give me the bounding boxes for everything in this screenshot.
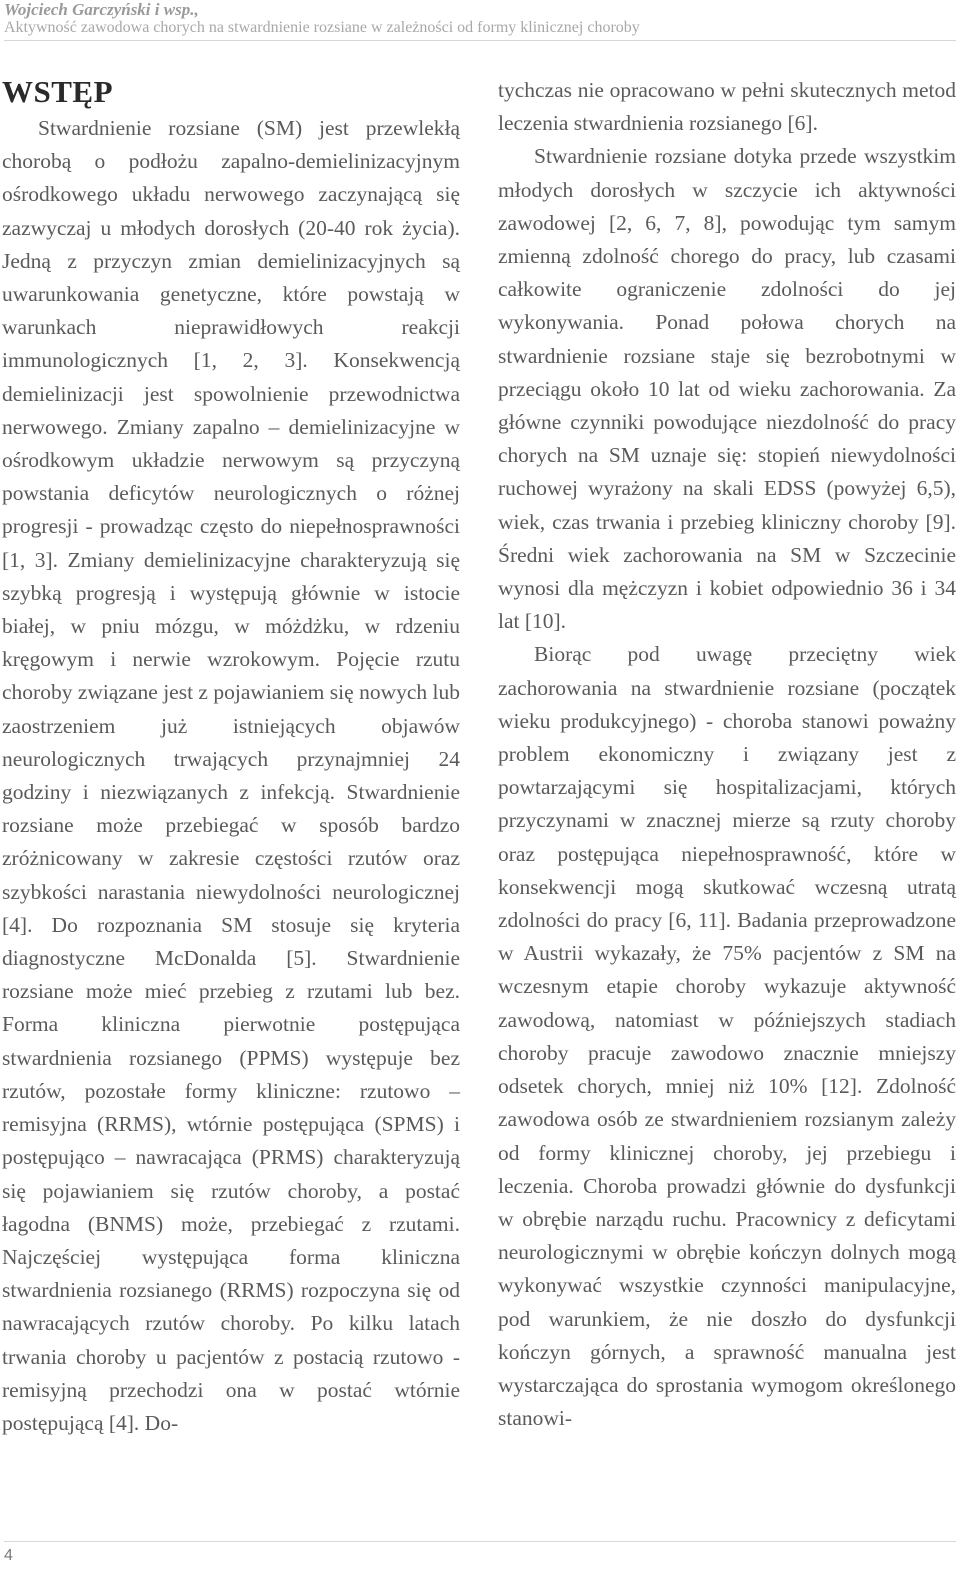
right-column — [498, 74, 956, 1435]
right-paragraph-3: Biorąc pod uwagę przeciętny wiek zachorowania na stwardnienie rozsiane (początek wieku produkcyjnego) - choroba stanowi poważny problem ekonomiczny i związany jest z powtarzającymi się hospitalizacjami, których przyczynami w znacznej mierze są rzuty choroby oraz postępująca niepełnosprawność, które w konsekwencji mogą skutkować wczesną utratą zdolności do pracy [6, 11]. Badania przeprowadzone w Austrii wykazały, że 75% pacjentów z SM na wczesnym etapie choroby wykazuje aktywność zawodową, natomiast w późniejszych stadiach choroby pracuje zawodowo znacznie mniejszy odsetek chorych, mniej niż 10% [12]. Zdolność zawodowa osób ze stwardnieniem rozsianym zależy od formy klinicznej choroby, jej przebiegu i leczenia. Choroba prowadzi głównie do dysfunkcji w obrębie narządu ruchu. Pracownicy z deficytami neurologicznymi w obrębie kończyn dolnych mogą wykonywać wszystkie czynności manipulacyjne, pod warunkiem, że nie doszło do dysfunkcji kończyn górnych, a sprawność manualna jest wystarczająca do sprostania wymogom określonego stanowi- — [498, 642, 956, 1431]
right-paragraph-1: tychczas nie opracowano w pełni skutecznych metod leczenia stwardnienia rozsianego [6]. — [498, 78, 956, 136]
footer-divider — [4, 1541, 956, 1542]
running-header — [4, 0, 956, 44]
header-divider — [4, 40, 956, 41]
page-number: 4 — [4, 1547, 13, 1564]
header-title: Aktywność zawodowa chorych na stwardnienie rozsiane w zależności od formy klinicznej choroby — [4, 19, 640, 36]
left-paragraph-1: Stwardnienie rozsiane (SM) jest przewlekłą chorobą o podłożu zapalno-demielinizacyjnym ośrodkowego układu nerwowego zaczynającą się zazwyczaj u młodych dorosłych (20-40 rok życia). Jedną z przyczyn zmian demielinizacyjnych są uwarunkowania genetyczne, które powstają w warunkach nieprawidłowych reakcji immunologicznych [1, 2, 3]. Konsekwencją demielinizacji jest spowolnienie przewodnictwa nerwowego. Zmiany zapalno – demielinizacyjne w ośrodkowym układzie nerwowym są przyczyną powstania deficytów neurologicznych o różnej progresji - prowadząc często do niepełnosprawności [1, 3]. Zmiany demielinizacyjne charakteryzują się szybką progresją i występują głównie w istocie białej, w pniu mózgu, w móżdżku, w rdzeniu kręgowym i nerwie wzrokowym. Pojęcie rzutu choroby związane jest z pojawianiem się nowych lub zaostrzeniem już istniejących objawów neurologicznych trwających przynajmniej 24 godziny i niezwiązanych z infekcją. Stwardnienie rozsiane może przebiegać w sposób bardzo zróżnicowany w zakresie częstości rzutów oraz szybkości narastania niewydolności neurologicznej [4]. Do rozpoznania SM stosuje się kryteria diagnostyczne McDonalda [5]. Stwardnienie rozsiane może mieć przebieg z rzutami lub bez. Forma kliniczna pierwotnie postępująca stwardnienia rozsianego (PPMS) występuje bez rzutów, pozostałe formy kliniczne: rzutowo – remisyjna (RRMS), wtórnie postępująca (SPMS) i postępująco – nawracająca (PRMS) charakteryzują się pojawianiem się rzutów choroby, a postać łagodna (BNMS) może, przebiegać z rzutami. Najczęściej występująca forma kliniczna stwardnienia rozsianego (RRMS) rozpoczyna się od nawracających rzutów choroby. Po kilku latach trwania choroby u pacjentów z postacią rzutowo - remisyjną przechodzi ona w postać wtórnie postępującą [4]. Do- — [2, 116, 460, 1435]
right-paragraph-2: Stwardnienie rozsiane dotyka przede wszystkim młodych dorosłych w szczycie ich aktywności zawodowej [2, 6, 7, 8], powodując tym samym zmienną zdolność chorego do pracy, lub czasami całkowite ograniczenie zdolności do jej wykonywania. Ponad połowa chorych na stwardnienie rozsiane staje się bezrobotnymi w przeciągu około 10 lat od wieku zachorowania. Za główne czynniki powodujące niezdolność do pracy chorych na SM uznaje się: stopień niewydolności ruchowej wyrażony na skali EDSS (powyżej 6,5), wiek, czas trwania i przebieg kliniczny choroby [9]. Średni wiek zachorowania na SM w Szczecinie wynosi dla mężczyzn i kobiet odpowiednio 36 i 34 lat [10]. — [498, 144, 956, 634]
left-column — [2, 74, 460, 1440]
section-title: WSTĘP — [2, 74, 114, 109]
header-authors: Wojciech Garczyński i wsp., — [4, 0, 199, 19]
